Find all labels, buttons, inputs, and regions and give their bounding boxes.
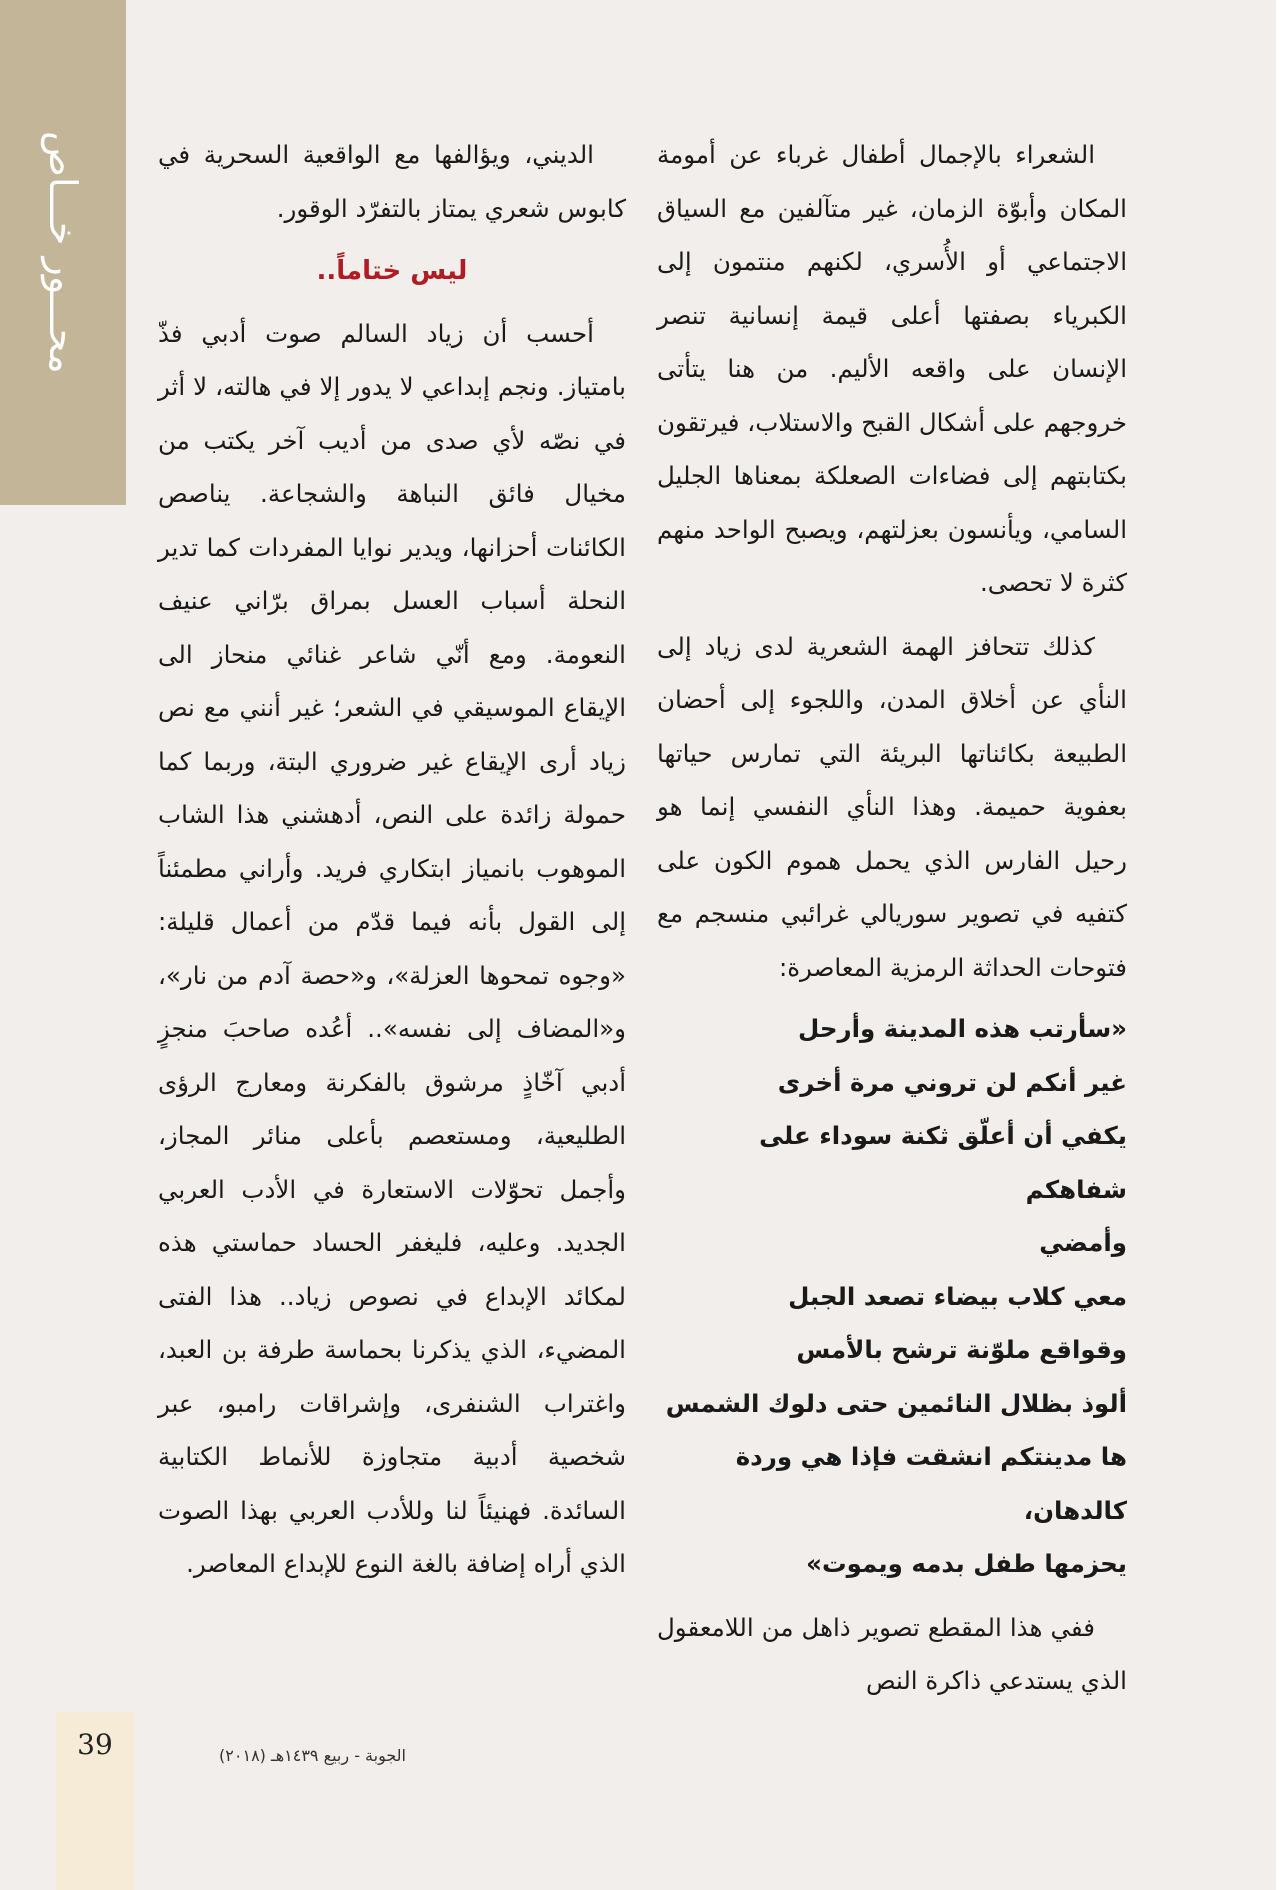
paragraph: أحسب أن زياد السالم صوت أدبي فذّ بامتياز. ونجم إبداعي لا يدور إلا في هالته، لا أثر في نصّه لأي صدى من أديب آخر يكتب من مخيال فائق النباهة والشجاعة. يناصص الكائنات أحزانها، ويدير نوايا المفردات كما تدير النحلة أسباب العسل بمراق برّاني عنيف النعومة. ومع أنّي شاعر غنائي منحاز الى الإيقاع الموسيقي في الشعر؛ غير أنني مع نص زياد أرى الإيقاع غير ضروري البتة، وربما كما حمولة زائدة على النص، أدهشني هذا الشاب الموهوب بانمياز ابتكاري فريد. وأراني مطمئناً إلى القول بأنه فيما قدّم من أعمال قليلة: «وجوه تمحوها العزلة»، و«حصة آدم من نار»، و«المضاف إلى نفسه».. أعُده صاحبَ منجزٍ أدبي آخّاذٍ مرشوق بالفكرنة ومعارج الرؤى الطليعية، ومستعصم بأعلى منائر المجاز، وأجمل تحوّلات الاستعارة في الأدب العربي الجديد. وعليه، فليغفر الحساد حماستي هذه لمكائد الإبداع في نصوص زياد.. هذا الفتى المضيء، الذي يذكرنا بحماسة طرفة بن العبد، واغتراب الشنفرى، وإشراقات رامبو، عبر شخصية أدبية متجاوزة للأنماط الكتابية السائدة. فهنيئاً لنا وللأدب العربي بهذا الصوت الذي أراه إضافة بالغة النوع للإبداع المعاصر. — [158, 318, 626, 1578]
poem-line: وأمضي — [1039, 1228, 1127, 1257]
poem-line: «سأرتب هذه المدينة وأرحل — [797, 1014, 1127, 1043]
poem-line: وقواقع ملوّنة ترشح بالأمس — [796, 1335, 1127, 1364]
poem-quote — [657, 1002, 1127, 1591]
paragraph: كذلك تتحافز الهمة الشعرية لدى زياد إلى النأي عن أخلاق المدن، واللجوء إلى أحضان الطبيعة بكائناتها البريئة التي تمارس حياتها بعفوية حميمة. وهذا النأي النفسي إنما هو رحيل الفارس الذي يحمل هموم الكون على كتفيه في تصوير سوريالي غرائبي منسجم مع فتوحات الحداثة الرمزية المعاصرة: — [657, 631, 1127, 982]
poem-line: غير أنكم لن تروني مرة أخرى — [777, 1067, 1127, 1097]
paragraph: الديني، ويؤالفها مع الواقعية السحرية في كابوس شعري يمتاز بالتفرّد الوقور. — [158, 140, 626, 223]
section-heading: ليس ختاماً.. — [316, 256, 468, 286]
footer-issue-info: الجوبة - ربيع ١٤٣٩هـ (٢٠١٨) — [219, 1746, 406, 1765]
section-tab — [0, 0, 126, 505]
paragraph: الشعراء بالإجمال أطفال غرباء عن أمومة المكان وأبوّة الزمان، غير متآلفين مع السياق الاجتماعي أو الأُسري، لكنهم منتمون إلى الكبرياء بصفتها أعلى قيمة إنسانية تنصر الإنسان على واقعه الأليم. من هنا يتأتى خروجهم على أشكال القبح والاستلاب، فيرتقون بكتابتهم إلى فضاءات الصعلكة بمعناها الجليل السامي، ويأنسون بعزلتهم، ويصبح الواحد منهم كثرة لا تحصى. — [657, 140, 1127, 597]
section-label: محـــور خـــاص — [41, 131, 85, 374]
poem-line: ها مدينتكم انشقت فإذا هي وردة — [735, 1442, 1127, 1471]
poem-line: كالدهان، — [1023, 1495, 1127, 1525]
article-column-left — [158, 128, 626, 1591]
paragraph: ففي هذا المقطع تصوير ذاهل من اللامعقول الذي يستدعي ذاكرة النص — [657, 1612, 1127, 1695]
poem-line: معي كلاب بيضاء تصعد الجبل — [788, 1281, 1127, 1311]
poem-line: يحزمها طفل بدمه ويموت» — [806, 1549, 1127, 1578]
poem-line: يكفي أن أعلّق ثكنة سوداء على شفاهكم — [759, 1121, 1127, 1204]
page-edge — [1276, 0, 1284, 1890]
poem-line: ألوذ بظلال النائمين حتى دلوك الشمس — [665, 1388, 1127, 1418]
page-number: 39 — [77, 1728, 113, 1761]
article-column-right — [657, 128, 1127, 1708]
